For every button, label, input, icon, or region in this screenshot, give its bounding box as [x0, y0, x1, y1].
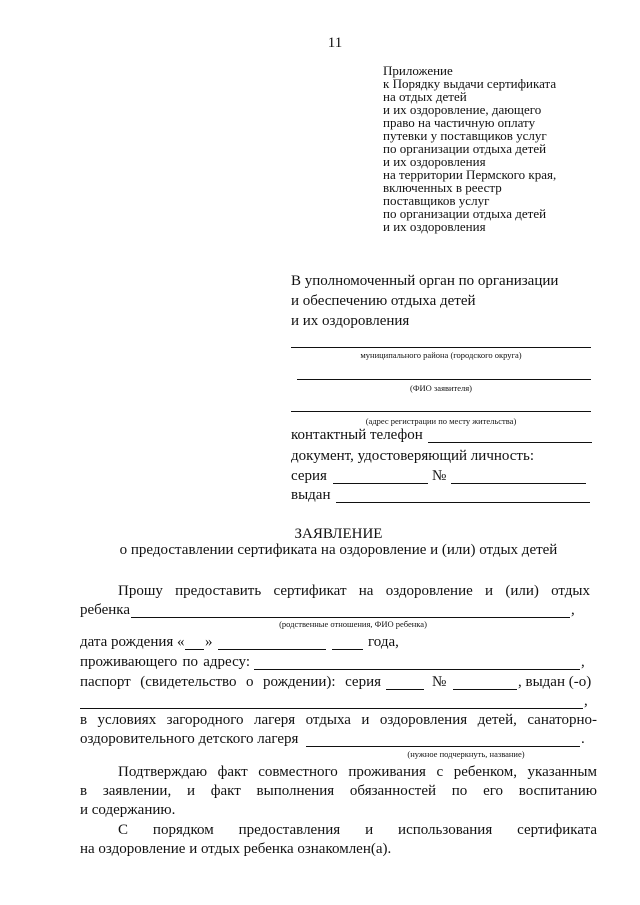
municipality-blank-line — [291, 347, 591, 348]
id-document-label: документ, удостоверяющий личность: — [291, 448, 534, 464]
birth-date-label: дата рождения « — [80, 634, 185, 650]
appendix-block — [383, 64, 556, 233]
appendix-line: и их оздоровление, дающего — [383, 102, 542, 117]
appendix-line: к Порядку выдачи сертификата — [383, 76, 557, 91]
passport-number-blank-line — [453, 689, 517, 690]
camp-label: оздоровительного детского лагеря — [80, 731, 299, 747]
issued-blank-line — [336, 502, 590, 503]
applicant-name-blank-line — [297, 379, 591, 380]
phone-label: контактный телефон — [291, 427, 423, 443]
registration-address-caption: (адрес регистрации по месту жительства) — [365, 416, 517, 426]
registration-address-blank-line — [291, 411, 591, 412]
appendix-line: Приложение — [383, 63, 453, 78]
passport-issued-label: , выдан (-о) — [518, 674, 592, 690]
appendix-line: поставщиков услуг — [383, 193, 490, 208]
appendix-line: на отдых детей — [383, 89, 467, 104]
issued-label: выдан — [291, 487, 331, 503]
appendix-line: по организации отдыха детей — [383, 141, 547, 156]
appendix-line: включенных в реестр — [383, 180, 502, 195]
camp-caption: (нужное подчеркнуть, название) — [407, 749, 525, 759]
municipality-caption: муниципального района (городского округа) — [360, 350, 522, 360]
birth-year-blank-line — [332, 649, 363, 650]
addressee-line: В уполномоченный орган по организации — [291, 273, 559, 289]
appendix-line: на территории Пермского края, — [383, 167, 557, 182]
confirmation-line: в заявлении, и факт выполнения обязанностей по его воспитанию — [80, 783, 597, 799]
appendix-line: и их оздоровления — [383, 154, 486, 169]
birth-month-blank-line — [218, 649, 326, 650]
document-title: ЗАЯВЛЕНИЕ — [294, 526, 383, 542]
appendix-line: по организации отдыха детей — [383, 206, 547, 221]
acknowledgement-line: на оздоровление и отдых ребенка ознакомлен(а). — [80, 841, 392, 857]
page-number: 11 — [327, 35, 343, 51]
birth-date-quote-close: » — [205, 634, 213, 650]
passport-number-sign: № — [432, 674, 447, 690]
passport-issuer-blank-line — [80, 708, 583, 709]
residence-label: проживающего по адресу: — [80, 654, 250, 670]
birth-day-blank-line — [185, 649, 204, 650]
number-blank-line — [451, 483, 586, 484]
child-caption: (родственные отношения, ФИО ребенка) — [279, 619, 427, 629]
camp-line: в условиях загородного лагеря отдыха и оздоровления детей, санаторно- — [80, 712, 597, 728]
document-subtitle: о предоставлении сертификата на оздоровление и (или) отдых детей — [119, 542, 558, 558]
applicant-name-caption: (ФИО заявителя) — [409, 383, 473, 393]
birth-year-label: года, — [368, 634, 399, 650]
child-blank-line — [131, 617, 570, 618]
addressee-line: и обеспечению отдыха детей — [291, 293, 476, 309]
passport-label: паспорт (свидетельство о рождении): серия — [80, 674, 381, 690]
child-comma: , — [571, 602, 575, 618]
request-line: Прошу предоставить сертификат на оздоровление и (или) отдых — [118, 583, 590, 599]
addressee-block — [291, 271, 558, 331]
acknowledgement-line: С порядком предоставления и использования сертификата — [118, 822, 597, 838]
appendix-line: путевки у поставщиков услуг — [383, 128, 547, 143]
confirmation-line: Подтверждаю факт совместного проживания с ребенком, указанным — [118, 764, 597, 780]
residence-blank-line — [254, 669, 580, 670]
appendix-line: и их оздоровления — [383, 219, 486, 234]
camp-name-blank-line — [306, 746, 580, 747]
appendix-line: право на частичную оплату — [383, 115, 536, 130]
child-label: ребенка — [80, 602, 130, 618]
series-blank-line — [333, 483, 428, 484]
addressee-line: и их оздоровления — [291, 313, 410, 329]
residence-comma: , — [581, 654, 585, 670]
series-label: серия — [291, 468, 327, 484]
number-sign: № — [432, 468, 447, 484]
phone-blank-line — [428, 442, 592, 443]
camp-period: . — [581, 731, 585, 747]
passport-issuer-comma: , — [584, 693, 588, 709]
passport-series-blank-line — [386, 689, 424, 690]
confirmation-line: и содержанию. — [80, 802, 176, 818]
